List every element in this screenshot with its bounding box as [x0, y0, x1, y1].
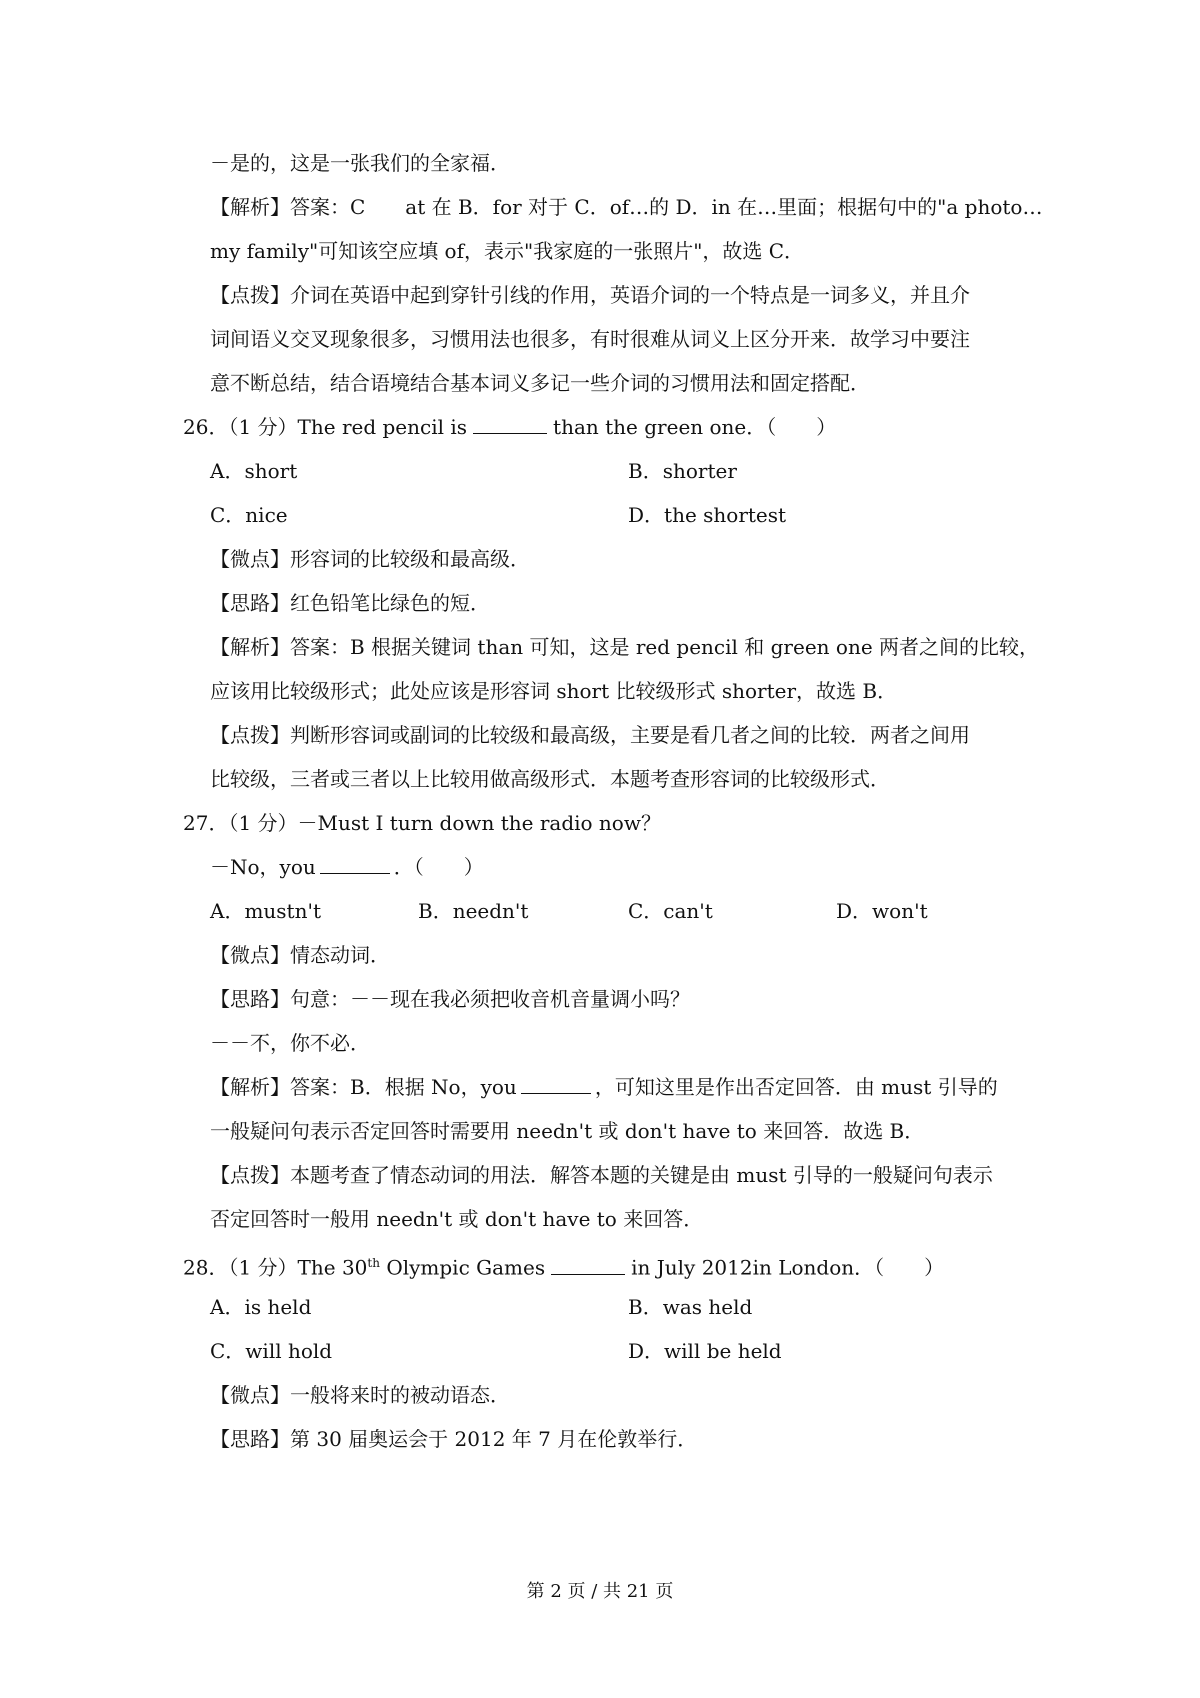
q26-number: 26．（1 分）	[183, 415, 298, 439]
q28-option-b[interactable]: B．was held	[628, 1295, 753, 1319]
q26-weidian-text: 形容词的比较级和最高级．	[290, 547, 530, 571]
page-footer: 第 2 页 / 共 21 页	[526, 1581, 674, 1602]
q27-silu-line	[210, 986, 690, 1012]
dianbo-tag: 【点拨】	[210, 1163, 290, 1187]
q27-dianbo-text-1: 本题考查了情态动词的用法．解答本题的关键是由 must 引导的一般疑问句表示	[290, 1163, 993, 1187]
q25-dianbo-line-3: 意不断总结，结合语境结合基本词义多记一些介词的习惯用法和固定搭配．	[210, 371, 870, 395]
silu-tag: 【思路】	[210, 591, 290, 615]
silu-tag: 【思路】	[210, 987, 290, 1011]
q27-option-b[interactable]: B．needn't	[418, 899, 529, 923]
q27-number: 27．（1 分）	[183, 811, 298, 835]
q26-jiexi-line-1	[210, 634, 1039, 660]
q26-dianbo-line-2: 比较级，三者或三者以上比较用做高级形式．本题考查形容词的比较级形式．	[210, 767, 890, 791]
q26-stem-a: The red pencil is	[297, 415, 468, 439]
intro-line: －是的，这是一张我们的全家福．	[210, 151, 510, 175]
jiexi-tag: 【解析】	[210, 195, 290, 219]
q26-silu-text: 红色铅笔比绿色的短．	[290, 591, 490, 615]
q27-silu-line-2: －－不，你不必．	[210, 1031, 370, 1055]
q27-stem2-a: －No，you	[210, 855, 316, 879]
q26-blank	[473, 415, 547, 434]
q25-dianbo-line-2: 词间语义交叉现象很多，习惯用法也很多，有时很难从词义上区分开来．故学习中要注	[210, 327, 970, 351]
weidian-tag: 【微点】	[210, 547, 290, 571]
q25-dianbo-line-1	[210, 282, 970, 308]
q26-option-d[interactable]: D．the shortest	[628, 503, 787, 527]
q27-dianbo-line-1	[210, 1162, 993, 1188]
q26-option-b[interactable]: B．shorter	[628, 459, 737, 483]
q27-jiexi-text-1b: ，可知这里是作出否定回答．由 must 引导的	[594, 1075, 998, 1099]
q27-option-c[interactable]: C．can't	[628, 899, 713, 923]
q28-stem-b: Olympic Games	[379, 1255, 546, 1280]
q28-blank	[551, 1256, 625, 1275]
jiexi-tag: 【解析】	[210, 1075, 290, 1099]
q27-silu-text: 句意：－－现在我必须把收音机音量调小吗？	[290, 987, 690, 1011]
q28-silu-line	[210, 1426, 697, 1452]
q26-option-a[interactable]: A．short	[210, 459, 298, 483]
q26-silu-line	[210, 590, 490, 616]
q28-option-c[interactable]: C．will hold	[210, 1339, 333, 1363]
q28-number: 28．（1 分）	[183, 1255, 298, 1280]
q25-jiexi-line-2: my family"可知该空应填 of，表示"我家庭的一张照片"，故选 C．	[210, 239, 805, 263]
q28-option-a[interactable]: A．is held	[210, 1295, 312, 1319]
q27-jiexi-blank	[521, 1075, 591, 1094]
q28-weidian-line	[210, 1382, 510, 1408]
q27-weidian-text: 情态动词．	[290, 943, 390, 967]
q27-jiexi-line-2: 一般疑问句表示否定回答时需要用 needn't 或 don't have to 来回答．故选 B．	[210, 1119, 925, 1143]
jiexi-tag: 【解析】	[210, 635, 290, 659]
q25-jiexi-text-1: 答案：C at 在 B．for 对于 C．of…的 D．in 在…里面；根据句中的"a photo…	[290, 195, 1043, 219]
q26-dianbo-line-1	[210, 722, 970, 748]
q27-option-a[interactable]: A．mustn't	[210, 899, 322, 923]
q28-stem-sup: th	[367, 1256, 380, 1270]
q27-blank	[320, 855, 390, 874]
q28-weidian-text: 一般将来时的被动语态．	[290, 1383, 510, 1407]
q28-silu-text: 第 30 届奥运会于 2012 年 7 月在伦敦举行．	[290, 1427, 698, 1451]
weidian-tag: 【微点】	[210, 1383, 290, 1407]
q27-stem	[183, 810, 661, 836]
q27-dianbo-line-2: 否定回答时一般用 needn't 或 don't have to 来回答．	[210, 1207, 704, 1231]
q27-stem-line-2	[210, 854, 484, 880]
q26-weidian-line	[210, 546, 530, 572]
q26-jiexi-text-1: 答案：B 根据关键词 than 可知，这是 red pencil 和 green one 两者之间的比较，	[290, 635, 1040, 659]
q27-option-d[interactable]: D．won't	[836, 899, 928, 923]
q27-weidian-line	[210, 942, 390, 968]
q26-jiexi-line-2: 应该用比较级形式；此处应该是形容词 short 比较级形式 shorter，故选 B．	[210, 679, 898, 703]
dianbo-tag: 【点拨】	[210, 283, 290, 307]
q27-jiexi-line-1	[210, 1074, 998, 1100]
weidian-tag: 【微点】	[210, 943, 290, 967]
q28-stem	[183, 1250, 944, 1281]
q26-option-c[interactable]: C．nice	[210, 503, 288, 527]
q28-option-d[interactable]: D．will be held	[628, 1339, 782, 1363]
q27-jiexi-text-1a: 答案：B．根据 No，you	[290, 1075, 517, 1099]
silu-tag: 【思路】	[210, 1427, 290, 1451]
q28-stem-a: The 30	[297, 1255, 368, 1280]
q27-stem-text: －Must I turn down the radio now？	[297, 811, 661, 835]
q26-dianbo-text-1: 判断形容词或副词的比较级和最高级，主要是看几者之间的比较．两者之间用	[290, 723, 970, 747]
q25-jiexi-line-1	[210, 194, 1042, 220]
q28-stem-c: in July 2012in London．（ ）	[631, 1255, 945, 1280]
q26-stem-b: than the green one．（ ）	[553, 415, 837, 439]
dianbo-tag: 【点拨】	[210, 723, 290, 747]
q27-stem2-b: ．（ ）	[393, 855, 484, 879]
q25-dianbo-text-1: 介词在英语中起到穿针引线的作用，英语介词的一个特点是一词多义，并且介	[290, 283, 970, 307]
q26-stem	[183, 414, 836, 440]
